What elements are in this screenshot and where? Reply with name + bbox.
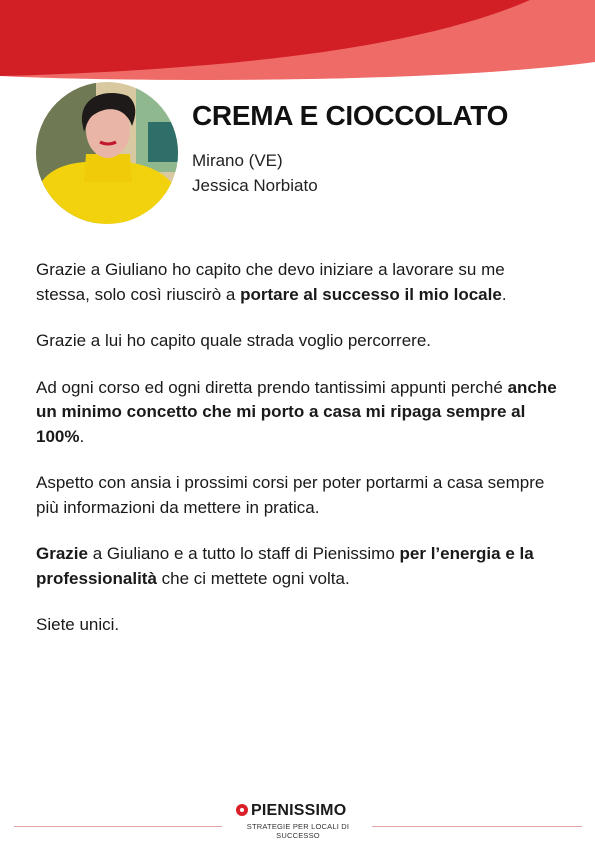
paragraph-3 [36, 376, 558, 450]
header-band [0, 0, 595, 80]
bold-run: Grazie [36, 544, 88, 563]
person-name: Jessica Norbiato [192, 176, 318, 195]
bold-run: per l’energia e la professionalità [36, 544, 534, 588]
testimonial-body [36, 258, 558, 660]
brand-name: PIENISSIMO [251, 802, 347, 819]
footer-divider-left [14, 826, 222, 827]
text-run: Grazie a Giuliano ho capito che devo iniziare a lavorare su me stessa, solo così riuscirò a [36, 260, 505, 304]
location: Mirano (VE) [192, 151, 283, 170]
text-run: . [79, 426, 85, 446]
footer-divider-right [372, 826, 582, 827]
brand-logo [236, 802, 360, 820]
bold-run: portare al successo il mio locale [240, 284, 502, 304]
paragraph-2: Grazie a lui ho capito quale strada voglio percorrere. [36, 331, 431, 350]
brand-mark-icon [236, 804, 248, 816]
paragraph-4: Aspetto con ansia i prossimi corsi per poter portarmi a casa sempre più informazioni da mettere in pratica. [36, 473, 545, 517]
paragraph-5 [36, 542, 558, 591]
paragraph-1 [36, 258, 558, 307]
text-run: Ad ogni corso ed ogni diretta prendo tantissimi appunti perché [36, 377, 508, 397]
page-title: CREMA E CIOCCOLATO [192, 100, 509, 131]
avatar [36, 82, 178, 224]
paragraph-6: Siete unici. [36, 615, 120, 634]
brand-tagline: STRATEGIE PER LOCALI DI SUCCESSO [246, 822, 350, 840]
text-run: a Giuliano e a tutto lo staff di Pienissimo [87, 544, 400, 563]
text-run: che ci mettete ogni volta. [156, 568, 350, 588]
text-run: . [501, 284, 507, 304]
bold-run: anche un minimo concetto che mi porto a casa mi ripaga sempre al 100% [36, 377, 557, 446]
